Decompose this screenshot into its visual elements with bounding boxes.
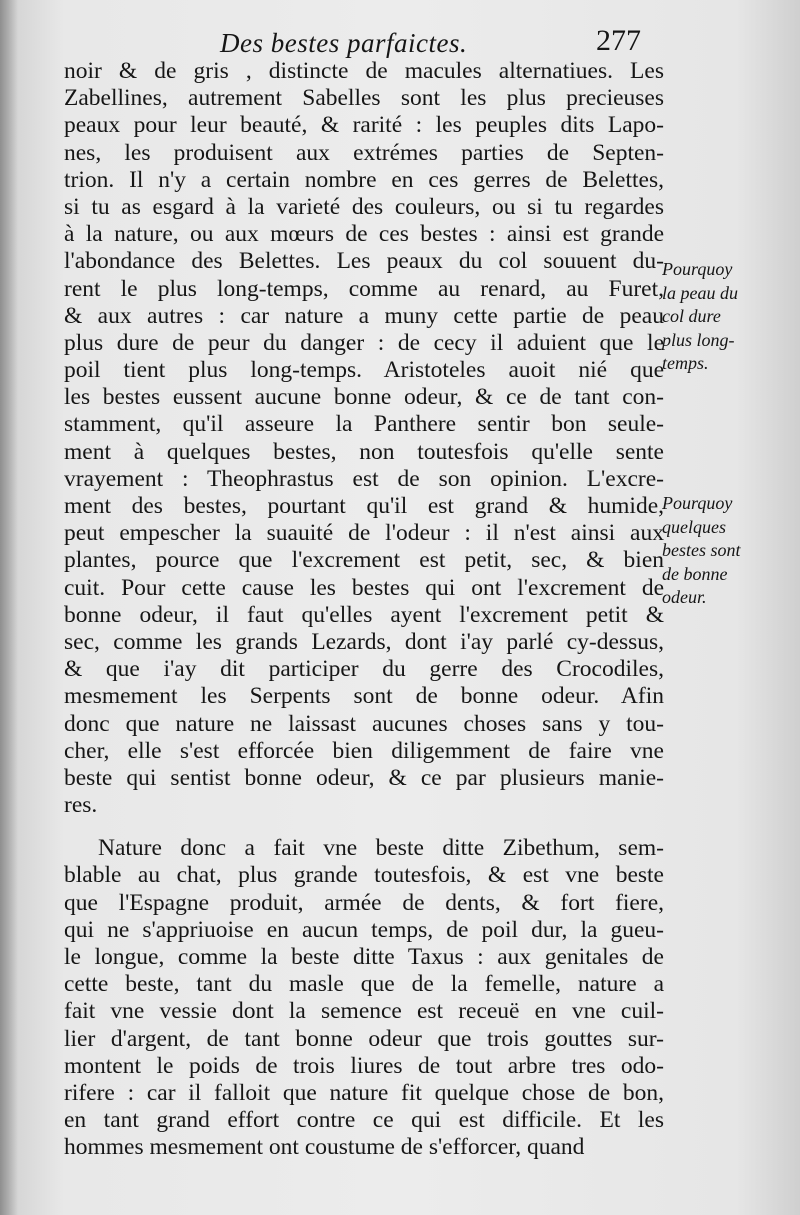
text-line: lier d'argent, de tant bonne odeur que trois gouttes sur-: [64, 1025, 664, 1052]
margin-note-line: Pourquoy: [662, 493, 733, 513]
text-line: poil tient plus long-temps. Aristoteles auoit nié que: [64, 357, 664, 384]
text-line: sec, comme les grands Lezards, dont i'ay parlé cy-dessus,: [64, 628, 664, 655]
text-line: les bestes eussent aucune bonne odeur, & ce de tant con-: [64, 384, 664, 411]
margin-note-line: col dure: [662, 306, 721, 326]
main-text-block: [64, 58, 664, 1162]
text-line: blable au chat, plus grande toutesfois, & est vne beste: [64, 862, 664, 889]
text-line: ment des bestes, pourtant qu'il est grand & humide,: [64, 493, 664, 519]
text-line: cher, elle s'est efforcée bien diligemment de faire vne: [64, 737, 664, 764]
margin-note-line: bestes sont: [662, 540, 741, 560]
text-line: mesmement les Serpents sont de bonne odeur. Afin: [64, 683, 664, 710]
text-line: montent le poids de trois liures de tout arbre tres odo-: [64, 1052, 664, 1079]
text-line: qui ne s'appriuoise en aucun temps, de poil dur, la gueu-: [64, 916, 664, 943]
text-line: res.: [64, 792, 98, 819]
text-line: donc que nature ne laissast aucunes choses sans y tou-: [64, 710, 664, 737]
text-line: nes, les produisent aux extrémes parties de Septen-: [64, 139, 664, 166]
text-line: ment à quelques bestes, non toutesfois qu'elle sente: [64, 438, 664, 465]
text-line: bonne odeur, il faut qu'elles ayent l'excrement petit &: [64, 601, 664, 628]
text-line: l'abondance des Belettes. Les peaux du col souuent du-: [64, 248, 664, 275]
margin-note-line: de bonne: [662, 563, 728, 584]
text-line: trion. Il n'y a certain nombre en ces gerres de Belettes,: [64, 166, 664, 193]
text-line: Zabellines, autrement Sabelles sont les plus precieuses: [64, 85, 664, 112]
paragraph: [64, 835, 664, 1161]
text-line: rent le plus long-temps, comme au renard, au Furet,: [64, 275, 664, 302]
text-line: que l'Espagne produit, armée de dents, & fort fiere,: [64, 889, 664, 916]
text-line: noir & de gris , distincte de macules alternatiues. Les: [64, 58, 664, 84]
text-line: Nature donc a fait vne beste ditte Zibethum, sem-: [98, 835, 664, 862]
margin-note-line: quelques: [662, 516, 726, 537]
text-line: peaux pour leur beauté, & rarité : les peuples dits Lapo-: [64, 112, 664, 139]
text-line: & aux autres : car nature a muny cette partie de peau: [64, 302, 664, 329]
text-line: en tant grand effort contre ce qui est difficile. Et les: [64, 1107, 664, 1134]
text-line: plus dure de peur du danger : de cecy il aduient que le: [64, 329, 664, 356]
page-number: 277: [596, 24, 641, 57]
margin-note: [662, 492, 792, 610]
margin-note: [662, 258, 792, 376]
text-line: plantes, pource que l'excrement est petit, sec, & bien: [64, 547, 664, 574]
margin-note-line: la peau du: [662, 282, 738, 303]
text-line: beste qui sentist bonne odeur, & ce par plusieurs manie-: [64, 764, 664, 791]
text-line: si tu as esgard à la varieté des couleurs, ou si tu regardes: [64, 193, 664, 220]
text-line: cuit. Pour cette cause les bestes qui ont l'excrement de: [64, 574, 664, 601]
text-line: & que i'ay dit participer du gerre des Crocodiles,: [64, 656, 664, 683]
text-line: rifere : car il falloit que nature fit quelque chose de bon,: [64, 1079, 664, 1106]
text-line: vrayement : Theophrastus est de son opinion. L'excre-: [64, 465, 664, 492]
margin-note-line: odeur.: [662, 587, 707, 607]
margin-note-line: plus long-: [662, 329, 735, 350]
text-line: stamment, qu'il asseure la Panthere sentir bon seule-: [64, 411, 664, 438]
text-line: à la nature, ou aux mœurs de ces bestes : ainsi est grande: [64, 221, 664, 248]
text-line: le longue, comme la beste ditte Taxus : aux genitales de: [64, 944, 664, 970]
text-line: peut empescher la suauité de l'odeur : il n'est ainsi aux: [64, 520, 664, 547]
margin-note-line: temps.: [662, 353, 709, 373]
text-line: hommes mesmement ont coustume de s'efforcer, quand: [64, 1134, 585, 1161]
paragraph: [64, 58, 664, 819]
gutter-shadow: [0, 0, 18, 1215]
margin-note-line: Pourquoy: [662, 259, 733, 279]
text-line: fait vne vessie dont la semence est receuë en vne cuil-: [64, 998, 664, 1025]
running-title: Des bestes parfaictes.: [220, 28, 468, 58]
text-line: cette beste, tant du masle que de la femelle, nature a: [64, 971, 664, 998]
